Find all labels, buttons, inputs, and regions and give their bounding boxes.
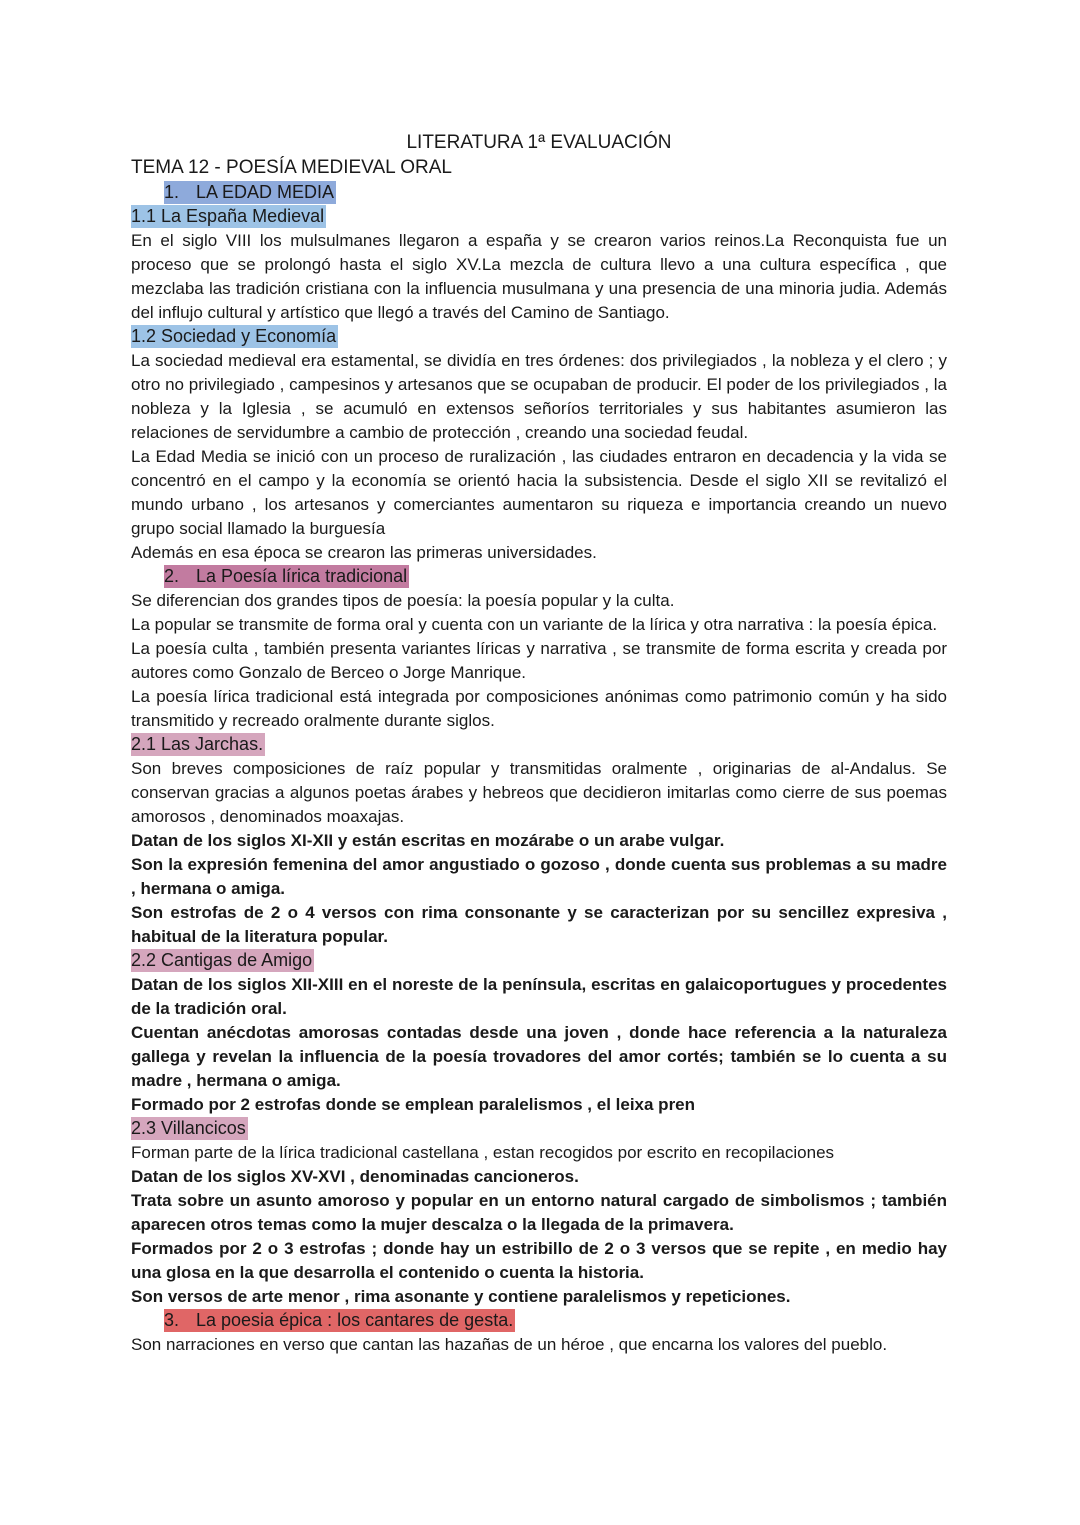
bold-villancicos-trata: Trata sobre un asunto amoroso y popular en un entorno natural cargado de simbolismos ; también aparecen otros temas como la mujer descalza o la llegada de la primavera. — [131, 1191, 947, 1234]
paragraph-poesia-popular: La popular se transmite de forma oral y cuenta con un variante de la lírica y otra narrativa : la poesía épica. — [131, 615, 938, 634]
section-2-number: 2. — [164, 566, 180, 586]
paragraph-jarchas: Son breves composiciones de raíz popular y transmitidas oralmente , originarias de al-Andalus. Se conservan gracias a algunos poetas árabes y hebreos que decidieron imitarlas como cierre de sus poemas amorosos , denominados moaxajas. — [131, 759, 947, 826]
bold-jarchas-estrofas: Son estrofas de 2 o 4 versos con rima consonante y se caracterizan por su sencillez expresiva , habitual de la literatura popular. — [131, 903, 947, 946]
bold-cantigas-datan: Datan de los siglos XII-XIII en el noreste de la península, escritas en galaicoportugues y procedentes de la tradición oral. — [131, 975, 947, 1018]
paragraph-espana-medieval: En el siglo VIII los mulsulmanes llegaron a españa y se crearon varios reinos.La Reconquista fue un proceso que se prolongó hasta el siglo XV.La mezcla de cultura llevo a una cultura específica , que mezclaba las tradición cristiana con la influencia musulmana y una presencia de una minoria judia. Además del influjo cultural y artístico que llegó a través del Camino de Santiago. — [131, 231, 947, 322]
section-2-heading — [164, 565, 409, 588]
subsection-1-2-heading: 1.2 Sociedad y Economía — [131, 326, 337, 346]
bold-villancicos-versos: Son versos de arte menor , rima asonante y contiene paralelismos y repeticiones. — [131, 1287, 791, 1306]
bold-cantigas-formado: Formado por 2 estrofas donde se emplean paralelismos , el leixa pren — [131, 1095, 696, 1114]
section-1-heading-row — [131, 181, 947, 205]
paragraph-poesia-epica: Son narraciones en verso que cantan las hazañas de un héroe , que encarna los valores del pueblo. — [131, 1335, 888, 1354]
section-1-title: LA EDAD MEDIA — [196, 182, 335, 202]
section-3-title: La poesia épica : los cantares de gesta. — [196, 1310, 514, 1330]
tema-heading: TEMA 12 - POESÍA MEDIEVAL ORAL — [131, 157, 452, 178]
subsection-2-3-heading: 2.3 Villancicos — [131, 1118, 246, 1138]
paragraph-tipos-poesia: Se diferencian dos grandes tipos de poesía: la poesía popular y la culta. — [131, 591, 675, 610]
section-1-number: 1. — [164, 182, 180, 202]
paragraph-ruralizacion: La Edad Media se inició con un proceso de ruralización , las ciudades entraron en decadencia y la vida se concentró en el campo y la economía se orientó hacia la subsistencia. Desde el siglo XII se revitalizó el mundo urbano , los artesanos y comerciantes aumentaron su riqueza e importancia creando un nuevo grupo social llamado la burguesía — [131, 447, 947, 538]
section-3-heading-row — [131, 1309, 947, 1333]
bold-villancicos-formados: Formados por 2 o 3 estrofas ; donde hay un estribillo de 2 o 3 versos que se repite , en medio hay una glosa en la que desarrolla el contenido o cuenta la historia. — [131, 1239, 947, 1282]
paragraph-sociedad: La sociedad medieval era estamental, se dividía en tres órdenes: dos privilegiados , la nobleza y el clero ; y otro no privilegiado , campesinos y artesanos que se ocupaban de producir. El poder de los privilegiados , la nobleza y la Iglesia , se acumuló en extensos señoríos territoriales y sus habitantes asumieron las relaciones de servidumbre a cambio de protección , creando una sociedad feudal. — [131, 351, 947, 442]
subsection-1-1-heading: 1.1 La España Medieval — [131, 206, 325, 226]
paragraph-lirica-tradicional: La poesía lírica tradicional está integrada por composiciones anónimas como patrimonio común y ha sido transmitido y recreado oralmente durante siglos. — [131, 687, 947, 730]
section-3-heading — [164, 1309, 515, 1332]
bold-villancicos-datan: Datan de los siglos XV-XVI , denominadas cancioneros. — [131, 1167, 579, 1186]
section-3-number: 3. — [164, 1310, 180, 1330]
paragraph-villancicos: Forman parte de la lírica tradicional castellana , estan recogidos por escrito en recopilaciones — [131, 1143, 835, 1162]
paragraph-universidades: Además en esa época se crearon las primeras universidades. — [131, 543, 597, 562]
subsection-2-1-heading: 2.1 Las Jarchas. — [131, 734, 264, 754]
paragraph-poesia-culta: La poesía culta , también presenta variantes líricas y narrativa , se transmite de forma escrita y creada por autores como Gonzalo de Berceo o Jorge Manrique. — [131, 639, 947, 682]
bold-cantigas-cuentan: Cuentan anécdotas amorosas contadas desde una joven , donde hace referencia a la naturaleza gallega y revelan la influencia de la poesía trovadores del amor cortés; también se lo cuenta a su madre , hermana o amiga. — [131, 1023, 947, 1090]
subsection-2-2-heading: 2.2 Cantigas de Amigo — [131, 950, 313, 970]
section-2-title: La Poesía lírica tradicional — [196, 566, 408, 586]
document-body — [131, 131, 947, 1357]
bold-jarchas-datan: Datan de los siglos XI-XII y están escritas en mozárabe o un arabe vulgar. — [131, 831, 725, 850]
document-title: LITERATURA 1ª EVALUACIÓN — [406, 132, 672, 153]
section-2-heading-row — [131, 565, 947, 589]
section-1-heading — [164, 181, 336, 204]
bold-jarchas-expresion: Son la expresión femenina del amor angustiado o gozoso , donde cuenta sus problemas a su madre , hermana o amiga. — [131, 855, 947, 898]
